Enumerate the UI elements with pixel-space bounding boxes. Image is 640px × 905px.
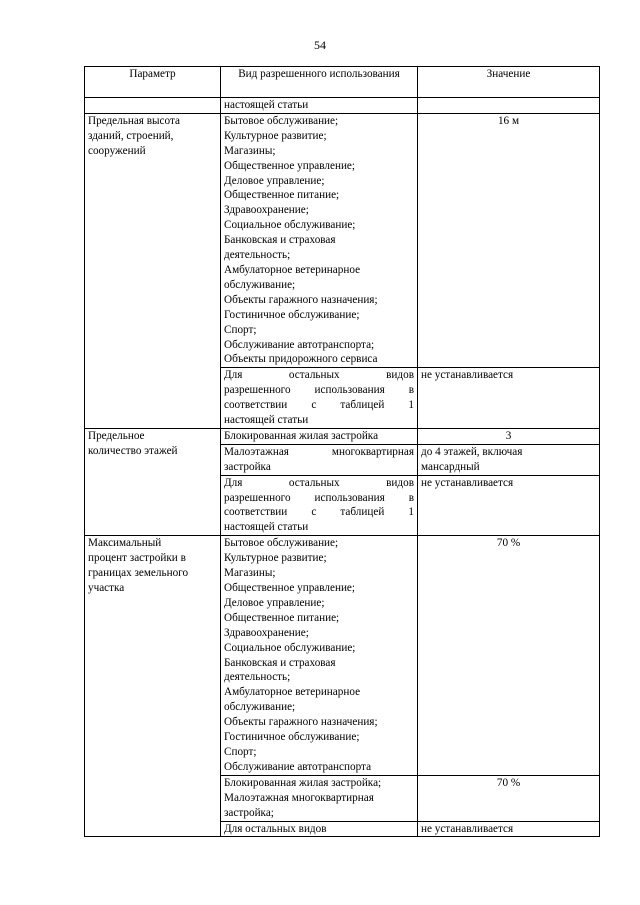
kind-cell	[221, 368, 418, 429]
table-row	[85, 113, 600, 367]
kind-line: Для остальных видов	[224, 369, 414, 382]
param-line: Предельная высота	[88, 114, 180, 127]
kind-line: Малоэтажная многоквартирная	[224, 445, 414, 458]
kind-line: Спорт;	[224, 323, 257, 336]
kind-line: Банковская и страховая	[224, 656, 336, 669]
param-cell	[85, 98, 221, 114]
kind-cell	[221, 775, 418, 821]
kind-line: разрешенного использования в	[224, 491, 414, 504]
kind-cell	[221, 113, 418, 367]
kind-line: Деловое управление;	[224, 174, 325, 187]
value-cell	[418, 444, 600, 475]
kind-line: Амбулаторное ветеринарное	[224, 686, 361, 699]
value-cell: 70 %	[418, 536, 600, 776]
kind-line: Банковская и страховая	[224, 234, 336, 247]
param-cell	[85, 428, 221, 535]
kind-line: разрешенного использования в	[224, 384, 414, 397]
table-row	[85, 98, 600, 114]
kind-line: Блокированная жилая застройка;	[224, 776, 382, 789]
param-line: сооружений	[88, 144, 146, 157]
header-parameter: Параметр	[85, 67, 221, 98]
param-cell	[85, 536, 221, 837]
kind-cell	[221, 444, 418, 475]
param-cell	[85, 113, 221, 428]
kind-line: застройка	[224, 460, 271, 473]
kind-cell	[221, 475, 418, 536]
kind-line: Здравоохранение;	[224, 626, 309, 639]
table-row	[85, 428, 600, 444]
kind-line: Бытовое обслуживание;	[224, 537, 339, 550]
kind-line: Амбулаторное ветеринарное	[224, 263, 361, 276]
kind-line: Объекты гаражного назначения;	[224, 293, 378, 306]
kind-line: Спорт;	[224, 745, 257, 758]
value-line: мансардный	[421, 460, 480, 473]
kind-line: Общественное питание;	[224, 611, 340, 624]
kind-line: Деловое управление;	[224, 596, 325, 609]
table-header-row	[85, 67, 600, 98]
kind-line: Объекты придорожного сервиса	[224, 353, 378, 366]
kind-line: Гостиничное обслуживание;	[224, 308, 360, 321]
kind-line: Культурное развитие;	[224, 552, 327, 565]
kind-line: обслуживание;	[224, 701, 296, 714]
value-cell	[418, 98, 600, 114]
kind-line: Обслуживание автотранспорта	[224, 760, 372, 773]
kind-cell: Блокированная жилая застройка	[221, 428, 418, 444]
kind-line: деятельность;	[224, 671, 291, 684]
kind-line: Культурное развитие;	[224, 129, 327, 142]
kind-line: Для остальных видов	[224, 476, 414, 489]
param-line: участка	[88, 582, 125, 594]
value-line: до 4 этажей, включая	[421, 445, 523, 458]
param-line: границах земельного	[88, 567, 189, 580]
kind-cell	[221, 536, 418, 776]
kind-line: Общественное питание;	[224, 189, 340, 202]
value-cell: не устанавливается	[418, 368, 600, 429]
page-number: 54	[314, 38, 326, 52]
kind-line: Общественное управление;	[224, 159, 356, 172]
kind-cell: настоящей статьи	[221, 98, 418, 114]
value-cell: 16 м	[418, 113, 600, 367]
kind-line: Малоэтажная многоквартирная	[224, 791, 374, 804]
kind-line: Объекты гаражного назначения;	[224, 716, 378, 729]
kind-line: Гостиничное обслуживание;	[224, 731, 360, 744]
value-cell: 3	[418, 428, 600, 444]
kind-line: Здравоохранение;	[224, 204, 309, 217]
kind-line: обслуживание;	[224, 278, 296, 291]
header-usage-kind: Вид разрешенного использования	[221, 67, 418, 98]
kind-line: настоящей статьи	[224, 521, 309, 534]
kind-line: соответствии с таблицей 1	[224, 399, 414, 412]
param-line: Максимальный	[88, 537, 162, 550]
kind-line: соответствии с таблицей 1	[224, 506, 414, 519]
param-line: Предельное	[88, 429, 145, 442]
regulations-table	[84, 66, 600, 837]
header-value: Значение	[418, 67, 600, 98]
kind-line: Магазины;	[224, 144, 276, 157]
param-line: количество этажей	[88, 444, 178, 457]
kind-line: настоящей статьи	[224, 414, 309, 427]
value-cell: не устанавливается	[418, 475, 600, 536]
value-cell: 70 %	[418, 775, 600, 821]
kind-line: Социальное обслуживание;	[224, 219, 356, 232]
kind-line: Социальное обслуживание;	[224, 641, 356, 654]
param-line: процент застройки в	[88, 552, 186, 565]
kind-line: Общественное управление;	[224, 582, 356, 594]
value-cell: не устанавливается	[418, 821, 600, 837]
table-row	[85, 536, 600, 776]
kind-line: Обслуживание автотранспорта;	[224, 338, 375, 351]
kind-line: застройка;	[224, 806, 274, 819]
kind-line: Бытовое обслуживание;	[224, 114, 339, 127]
kind-cell: Для остальных видов	[221, 821, 418, 837]
param-line: зданий, строений,	[88, 129, 174, 142]
kind-line: Магазины;	[224, 567, 276, 580]
kind-line: деятельность;	[224, 249, 291, 262]
